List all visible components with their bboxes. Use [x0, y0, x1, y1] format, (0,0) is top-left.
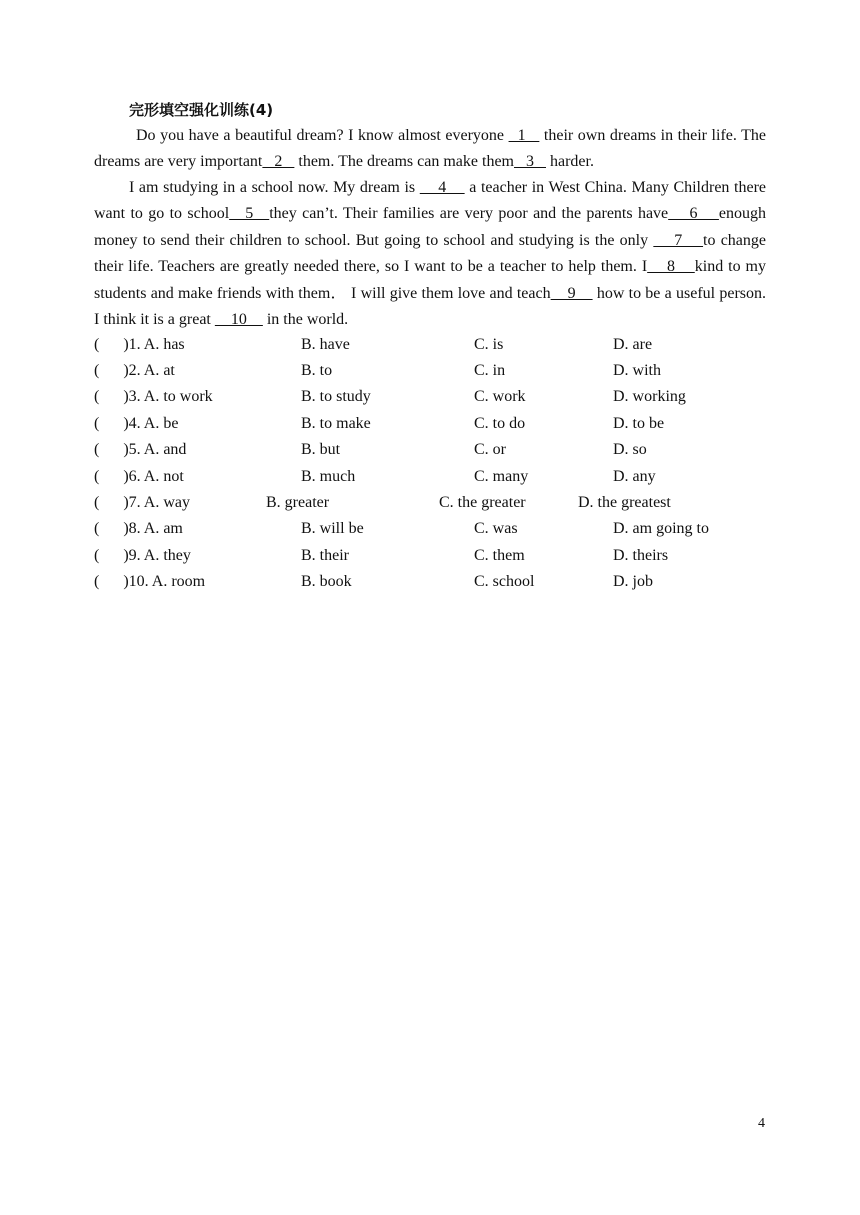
- blank-5: 5: [229, 205, 270, 223]
- option-d: D. with: [613, 362, 661, 379]
- option-b: B. to make: [301, 415, 371, 432]
- option-d: D. are: [613, 336, 653, 353]
- question-row-5: [94, 441, 794, 467]
- option-b: B. book: [301, 573, 352, 590]
- option-b: B. greater: [266, 494, 330, 511]
- question-number: ( )9. A. they: [94, 547, 191, 564]
- question-number: ( )5. A. and: [94, 441, 187, 458]
- passage-text: enough money to send their children to school. But going to school and studying is the only: [94, 205, 767, 249]
- question-row-3: [94, 388, 794, 414]
- passage-text: kind to my students and make friends with them． I will give them love and teach: [94, 258, 767, 302]
- passage-text: to change their life. Teachers are greatly needed there, so I want to be a teacher to help them. I: [94, 231, 767, 276]
- blank-1: 1: [508, 127, 540, 144]
- blank-9: 9: [550, 284, 593, 302]
- option-d: D. working: [613, 388, 686, 405]
- question-row-1: [94, 336, 794, 362]
- option-c: C. to do: [474, 415, 526, 432]
- option-c: C. them: [474, 547, 525, 564]
- worksheet-title: 完形填空强化训练(4): [129, 101, 274, 119]
- passage-text: I am studying in a school now. My dream is: [129, 179, 420, 196]
- question-number: ( )6. A. not: [94, 468, 184, 485]
- option-c: C. many: [474, 468, 529, 485]
- blank-4: 4: [419, 179, 465, 196]
- blank-2: 2: [262, 153, 295, 171]
- passage-paragraph-1: [94, 123, 766, 176]
- option-d: D. theirs: [613, 547, 669, 564]
- option-b: B. to study: [301, 388, 371, 405]
- passage-text: a teacher in West China. Many Children there want to go to school: [94, 179, 767, 223]
- passage-text: how to be a useful person. I think it is a great: [94, 284, 766, 329]
- question-row-4: [94, 415, 794, 441]
- option-c: C. work: [474, 388, 526, 405]
- blank-3: 3: [514, 153, 546, 171]
- question-row-8: [94, 520, 794, 546]
- page-number: 4: [758, 1116, 765, 1131]
- question-number: ( )3. A. to work: [94, 388, 213, 405]
- option-c: C. or: [474, 441, 506, 458]
- question-row-2: [94, 362, 794, 388]
- option-d: D. any: [613, 468, 656, 485]
- option-b: B. will be: [301, 520, 364, 537]
- question-number: ( )1. A. has: [94, 336, 185, 353]
- passage-text: harder.: [546, 153, 594, 171]
- option-d: D. job: [613, 573, 653, 590]
- passage-paragraph-2: [94, 175, 766, 333]
- option-c: C. was: [474, 520, 518, 537]
- passage-text: in the world.: [262, 311, 349, 329]
- option-b: B. but: [301, 441, 341, 458]
- question-number: ( )4. A. be: [94, 415, 179, 432]
- question-number: ( )7. A. way: [94, 494, 190, 511]
- question-row-9: [94, 547, 794, 573]
- question-row-10: [94, 573, 794, 599]
- option-d: D. am going to: [613, 520, 709, 537]
- passage-text: they can’t. Their families are very poor and the parents have: [269, 205, 669, 223]
- passage-text: their own dreams in their life. The dreams are very important: [94, 127, 767, 171]
- option-c: C. in: [474, 362, 506, 379]
- blank-8: 8: [647, 258, 695, 276]
- question-row-6: [94, 468, 794, 494]
- option-b: B. have: [301, 336, 350, 353]
- passage-text: them. The dreams can make them: [294, 153, 514, 171]
- option-b: B. their: [301, 547, 349, 564]
- option-b: B. to: [301, 362, 333, 379]
- option-d: D. so: [613, 441, 647, 458]
- blank-6: 6: [668, 205, 719, 223]
- option-b: B. much: [301, 468, 356, 485]
- question-number: ( )8. A. am: [94, 520, 183, 537]
- option-c: C. school: [474, 573, 535, 590]
- question-number: ( )10. A. room: [94, 573, 206, 590]
- option-c: C. is: [474, 336, 504, 353]
- passage-text: Do you have a beautiful dream? I know almost everyone: [136, 127, 509, 144]
- question-row-7: [94, 494, 794, 520]
- blank-10: 10: [214, 311, 263, 329]
- option-c: C. the greater: [439, 494, 526, 511]
- question-number: ( )2. A. at: [94, 362, 175, 379]
- option-d: D. to be: [613, 415, 665, 432]
- option-d: D. the greatest: [578, 494, 671, 511]
- blank-7: 7: [653, 231, 704, 249]
